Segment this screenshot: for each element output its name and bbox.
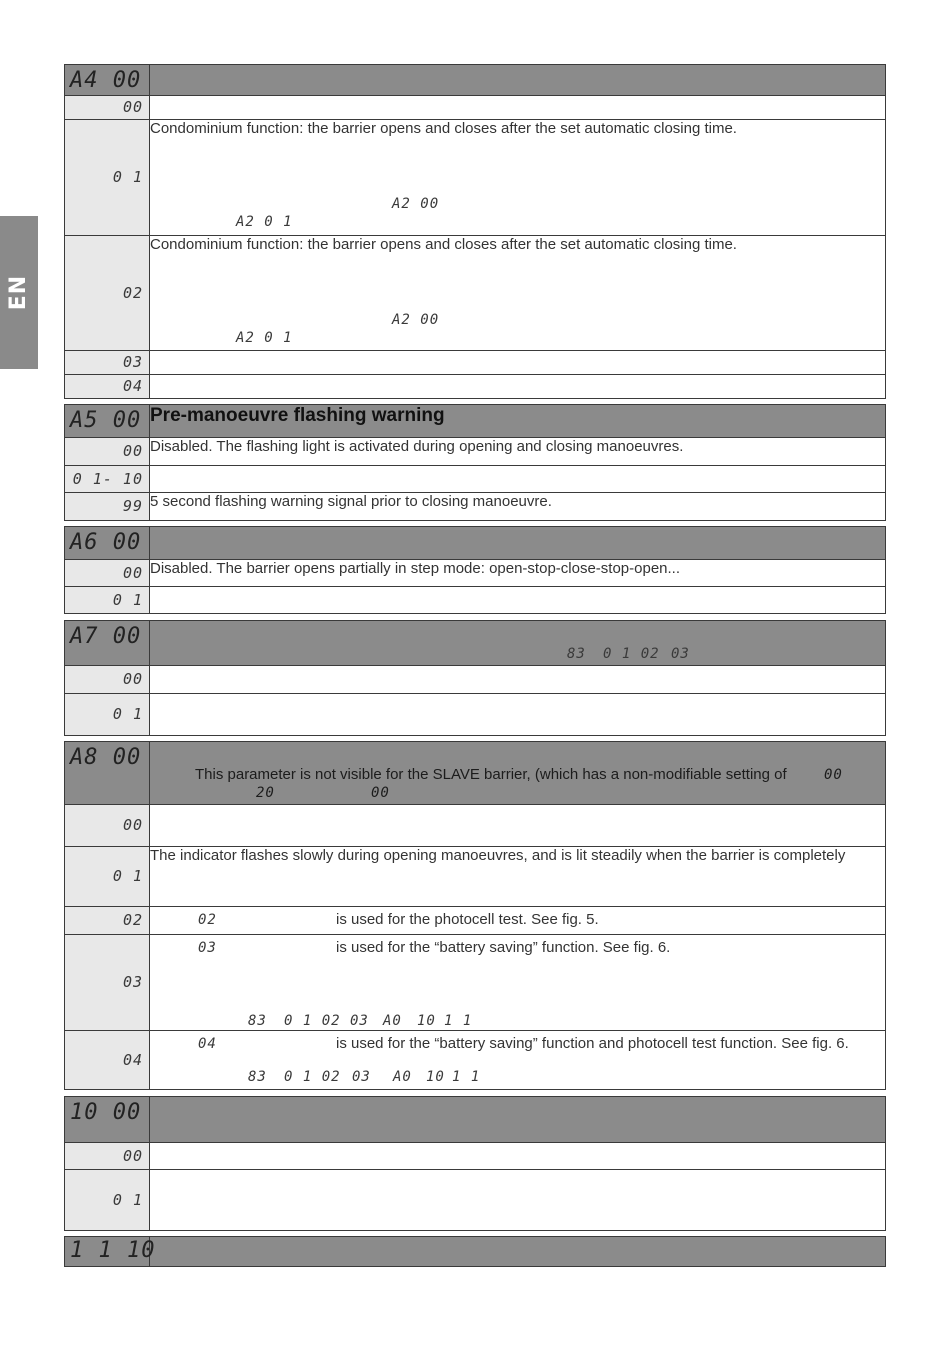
display-value: A2 00	[392, 312, 440, 328]
parameter-header-11	[65, 1237, 886, 1267]
option-row	[65, 236, 886, 351]
option-row	[65, 438, 886, 466]
option-code: 02	[122, 283, 143, 302]
option-row	[65, 847, 886, 907]
parameter-code: 1 1 10	[70, 1238, 156, 1263]
option-row	[65, 493, 886, 521]
option-code: 0 1	[112, 705, 143, 723]
display-value: 00	[371, 785, 390, 801]
option-description: Disabled. The barrier opens partially in step mode: open-stop-close-stop-open...	[150, 560, 681, 577]
display-value: 0 1 02 03	[284, 1013, 369, 1029]
display-value: 1 1	[444, 1013, 473, 1029]
parameter-code: A8 00	[70, 745, 142, 770]
parameter-code: A4 00	[70, 68, 142, 93]
parameter-header-10	[65, 1097, 886, 1143]
display-value: 04	[198, 1036, 217, 1052]
display-value: 0 1 02	[603, 646, 660, 662]
display-value: A0	[383, 1013, 402, 1029]
display-value: A2 0 1	[236, 330, 293, 346]
option-code: 00	[122, 1146, 143, 1165]
option-description: is used for the “battery saving” function and photocell test function. See fig. 6.	[336, 1035, 849, 1052]
option-row	[65, 120, 886, 236]
option-row	[65, 560, 886, 587]
option-code: 0 1	[112, 168, 143, 186]
parameter-table-a6	[64, 526, 886, 614]
option-description: Condominium function: the barrier opens and closes after the set automatic closing time.	[150, 236, 737, 253]
display-value: A2 00	[392, 196, 440, 212]
parameter-code: A5 00	[70, 408, 142, 433]
display-value: 10	[417, 1013, 436, 1029]
parameter-code: A7 00	[70, 624, 142, 649]
option-row	[65, 666, 886, 694]
display-value: A2 0 1	[236, 214, 293, 230]
parameter-header-a7	[65, 621, 886, 666]
option-description: The indicator flashes slowly during opening manoeuvres, and is lit steadily when the barrier is completely	[150, 847, 846, 864]
display-value: 03	[352, 1069, 371, 1085]
parameter-note: This parameter is not visible for the SLAVE barrier, (which has a non-modifiable setting of	[195, 766, 787, 783]
option-description: Condominium function: the barrier opens and closes after the set automatic closing time.	[150, 120, 737, 137]
parameter-header-a5	[65, 405, 886, 438]
language-tab-label: EN	[6, 274, 32, 311]
display-value: 83	[248, 1069, 267, 1085]
option-code: 03	[122, 353, 143, 371]
option-description: is used for the “battery saving” function. See fig. 6.	[336, 939, 671, 956]
option-code: 0 1	[112, 1190, 143, 1209]
option-row	[65, 96, 886, 120]
option-row	[65, 694, 886, 736]
option-code: 03	[122, 973, 143, 991]
option-code: 99	[122, 497, 143, 515]
parameter-header-a4	[65, 65, 886, 96]
option-code: 00	[122, 670, 143, 688]
parameter-table-10	[64, 1096, 886, 1231]
display-value: 83	[567, 646, 586, 662]
display-value: 00	[824, 767, 843, 783]
language-tab[interactable]	[0, 216, 38, 369]
parameter-code: A6 00	[70, 530, 142, 555]
parameter-title: Pre-manoeuvre flashing warning	[150, 405, 886, 438]
display-value: 02	[198, 912, 217, 928]
option-code: 0 1- 10	[72, 469, 143, 488]
option-code: 00	[122, 563, 143, 582]
option-code: 00	[122, 442, 143, 460]
parameter-table-a7	[64, 620, 886, 736]
option-row	[65, 935, 886, 1031]
option-row	[65, 1031, 886, 1090]
parameter-table-a8	[64, 741, 886, 1090]
option-row	[65, 375, 886, 399]
option-description: is used for the photocell test. See fig. 5.	[336, 911, 599, 928]
display-value: 1 1	[452, 1069, 481, 1085]
option-code: 04	[122, 377, 143, 395]
parameter-table-11	[64, 1236, 886, 1267]
option-row	[65, 907, 886, 935]
option-code: 0 1	[112, 867, 143, 885]
display-value: 10	[426, 1069, 445, 1085]
display-value: 20	[256, 785, 275, 801]
option-code: 0 1	[112, 590, 143, 609]
parameter-header-a8	[65, 742, 886, 805]
display-value: 03	[671, 646, 690, 662]
parameter-table-a5	[64, 404, 886, 521]
display-value: 0 1 02	[284, 1069, 341, 1085]
option-row	[65, 466, 886, 493]
option-row	[65, 1170, 886, 1231]
option-description: 5 second flashing warning signal prior to closing manoeuvre.	[150, 493, 552, 510]
display-value: 83	[248, 1013, 267, 1029]
option-code: 00	[122, 816, 143, 834]
parameter-header-a6	[65, 527, 886, 560]
display-value: A0	[393, 1069, 412, 1085]
option-code: 00	[122, 98, 143, 116]
option-description: Disabled. The flashing light is activated during opening and closing manoeuvres.	[150, 438, 684, 455]
display-value: 03	[198, 940, 217, 956]
option-row	[65, 351, 886, 375]
parameter-table-a4	[64, 64, 886, 399]
option-row	[65, 1143, 886, 1170]
option-row	[65, 805, 886, 847]
parameter-code: 10 00	[70, 1100, 142, 1125]
option-code: 04	[122, 1050, 143, 1069]
option-row	[65, 587, 886, 614]
option-code: 02	[122, 911, 143, 929]
